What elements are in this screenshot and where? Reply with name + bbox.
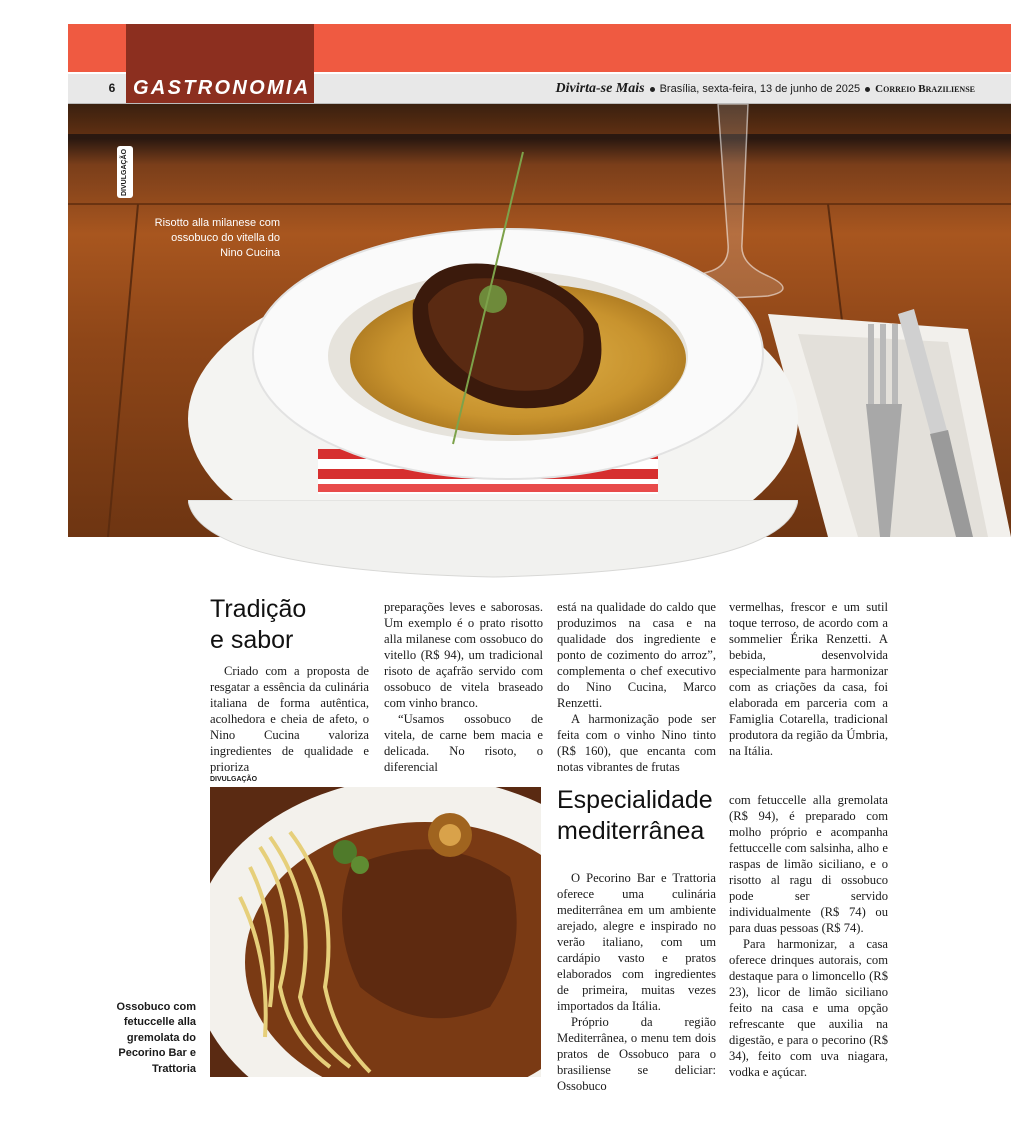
ossobuco-photo-illustration	[210, 787, 541, 1077]
photo2-caption: Ossobuco com fetuccelle alla gremolata do Pecorino Bar e Trattoria	[116, 1001, 196, 1075]
hero-photo	[68, 104, 1011, 537]
photo-credit: DIVULGAÇÃO	[117, 146, 133, 198]
section-title: GASTRONOMIA	[133, 77, 311, 99]
supplement-name: Divirta-se Mais	[555, 81, 645, 96]
bullet-icon	[650, 87, 655, 92]
article2-paragraph: com fetuccelle alla gremolata (R$ 94), é preparado com molho próprio e acompanha fettuccelle com salsinha, alho e raspas de limão siciliano, e o risotto al ragu di ossobuco pode ser servido individualmente (R$ 74) ou para duas pessoas (R$ 74).	[729, 793, 888, 935]
article1-paragraph: preparações leves e saborosas. Um exemplo é o prato risotto alla milanese com ossobuco do vitello (R$ 94), um tradicional risoto de açafrão servido com ossobuco de vitela braseado com vinho branco.	[384, 600, 543, 710]
header-dateline	[556, 74, 975, 103]
article1-paragraph: “Usamos ossobuco de vitela, de carne bem macia e delicada. No risoto, o diferencial	[384, 712, 543, 774]
bullet-icon	[865, 87, 870, 92]
hero-caption: Risotto alla milanese com ossobuco do vitella do Nino Cucina	[154, 217, 280, 259]
plate-overflow-edge	[188, 500, 798, 578]
article2-paragraph: Próprio da região Mediterrânea, o menu tem dois pratos de Ossobuco para o brasiliense se deliciar: Ossobuco	[557, 1015, 716, 1093]
article2-title-line1: Especialidade	[557, 786, 713, 814]
ossobuco-photo	[210, 787, 541, 1077]
article1-paragraph: Criado com a proposta de resgatar a essência da culinária italiana de forma autêntica, acolhedora e cheia de afeto, o Nino Cucina valoriza ingredientes de qualidade e prioriza	[210, 664, 369, 774]
article1-title-line2: e sabor	[210, 626, 294, 654]
article1-col1	[210, 663, 369, 775]
article1-title	[210, 594, 375, 656]
newspaper-name: Correio Braziliense	[875, 83, 975, 95]
article1-col4	[729, 599, 888, 759]
article1-paragraph: está na qualidade do caldo que produzimos na casa e na qualidade dos ingrediente e ponto de cozimento do arroz”, complementa o chef executivo do Nino Cucina, Marco Renzetti.	[557, 600, 716, 710]
article2-paragraph: O Pecorino Bar e Trattoria oferece uma culinária mediterrânea em um ambiente arejado, alegre e inspirado no verão italiano, com um cardápio vasto e pratos elaborados com ingredientes de primeira, muitas vezes importados da Itália.	[557, 871, 716, 1013]
article1-col3	[557, 599, 716, 775]
article2-title	[557, 785, 727, 847]
article2-col1	[557, 870, 716, 1094]
article1-paragraph: vermelhas, frescor e um sutil toque terroso, de acordo com a sommelier Érika Renzetti. A bebida, desenvolvida especialmente para harmonizar com as criações da casa, foi elaborada em parceria com a Famiglia Cotarella, tradicional produtora da região da Úmbria, na Itália.	[729, 600, 888, 758]
risotto-photo-illustration	[68, 104, 1011, 537]
article2-paragraph: Para harmonizar, a casa oferece drinques autorais, com destaque para o limoncello (R$ 23), licor de limão siciliano feito na casa e uma opção refrescante que auxilia na digestão, e para o pecorino (R$ 34), feito com uva niagara, vodka e açúcar.	[729, 937, 888, 1079]
article1-paragraph: A harmonização pode ser feita com o vinho Nino tinto (R$ 160), que encanta com notas vibrantes de frutas	[557, 712, 716, 774]
article1-title-line1: Tradição	[210, 595, 307, 623]
article2-col2	[729, 792, 888, 1080]
article1-col2	[384, 599, 543, 775]
page-number: 6	[108, 81, 116, 95]
date-text: Brasília, sexta-feira, 13 de junho de 2025	[659, 83, 861, 95]
article2-title-line2: mediterrânea	[557, 817, 705, 845]
photo2-credit: DIVULGAÇÃO	[210, 776, 258, 783]
